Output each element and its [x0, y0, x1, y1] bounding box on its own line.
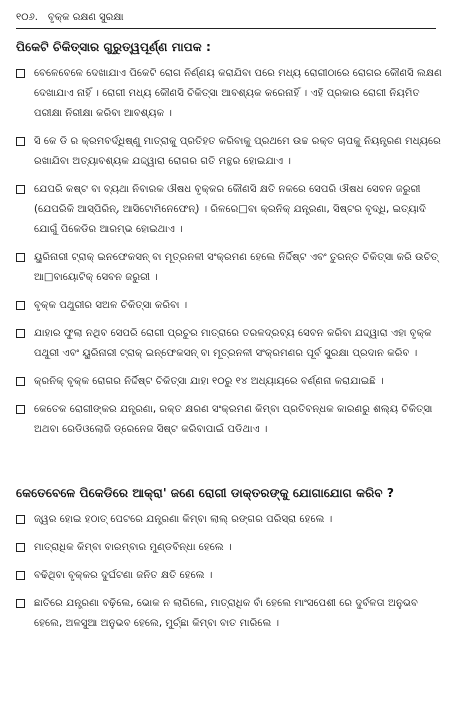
list-item — [16, 566, 442, 586]
list-item-text: ସି କେ ଡି ର କ୍ରମବର୍ଦ୍ଧିଷ୍ଣୁ ମାତ୍ରାକୁ ପ୍ରତିହତ କରିବାକୁ ପ୍ରଥମେ ଉଚ୍ଚ ରକ୍ତ ଚାପକୁ ନିୟନ୍ତ୍ରଣ ମଧ୍ୟରେ ରଖାଯିବା ଅତ୍ୟାବଶ୍ୟକ ଯଦ୍ଦ୍ୱାରା ରୋଗର ଗତି ମନ୍ଥର ହୋଇଯାଏ । — [34, 136, 441, 167]
list-item-text: କେତେକ ରୋଗୀଙ୍କର ଯନ୍ତ୍ରଣା, ରକ୍ତ କ୍ଷରଣ ସଂକ୍ରମଣ କିମ୍ବା ପ୍ରତିବନ୍ଧକ କାରଣରୁ ଶଲ୍ୟ ଚିକିତ୍ସା ଅଥବା ରେଡିଓଲୋଜି ଡ୍ରେନେଜ ସିଷ୍ଟ କରିବାପାଇଁ ପଡିଥାଏ । — [34, 404, 433, 435]
checkbox-square-icon — [16, 571, 25, 580]
list-item-text: ବେଳେବେଳେ ଦେଖାଯାଏ ପିକେଟି ରୋଗ ନିର୍ଣ୍ଣୟ କରାଯିବା ପରେ ମଧ୍ୟ ରୋଗୀଠାରେ ରୋଗର କୌଣସି ଲକ୍ଷଣ ଦେଖାଯାଏ ନାହିଁ । ରୋଗୀ ମଧ୍ୟ କୌଣସି ଚିକିତ୍ସା ଆବଶ୍ୟକ କରେନାହିଁ । ଏହି ପ୍ରକାର ରୋଗୀ ନିୟମିତ ପରୀକ୍ଷା ନିରୀକ୍ଷା କରିବା ଆବଶ୍ୟକ । — [34, 68, 442, 119]
list-item-text: କ୍ରନିକ୍ ବୃକ୍କ ରୋଗର ନିର୍ଦ୍ଦିଷ୍ଟ ଚିକିତ୍ସା ଯାହା ୧୦ରୁ ୧୪ ଅଧ୍ୟାୟରେ ବର୍ଣ୍ଣନା କରାଯାଇଛି । — [34, 376, 384, 387]
list-item — [16, 594, 442, 634]
contact-doctor-list — [16, 510, 442, 642]
checkbox-square-icon — [16, 185, 25, 194]
list-item — [16, 538, 442, 558]
list-item-text: ୟୁରିନାରୀ ଟ୍ରାକ୍ ଇନଫେକସନ୍ ବା ମୂତ୍ରନଳୀ ସଂକ୍ରମଣ ହେଲେ ନିର୍ଦ୍ଦିଷ୍ଟ ଏବଂ ତୁରନ୍ତ ଚିକିତ୍ସା କରି ଉଚିତ୍ ଆ□ବାୟୋଟିକ୍ ସେବନ ଜରୁରୀ । — [34, 252, 439, 283]
list-item — [16, 510, 442, 530]
checkbox-square-icon — [16, 405, 25, 414]
checkbox-square-icon — [16, 69, 25, 78]
treatment-measures-list — [16, 64, 442, 448]
checkbox-square-icon — [16, 377, 25, 386]
page-header — [16, 8, 436, 26]
checkbox-square-icon — [16, 515, 25, 524]
list-item — [16, 324, 442, 364]
list-item-text: ଯାହାର ଫୁଲା ନଥିବ ସେପରି ରୋଗୀ ପ୍ରଚୁର ମାତ୍ରାରେ ତରଳଦ୍ରବ୍ୟ ସେବନ କରିବା ଯଦ୍ଦ୍ୱାରା ଏହା ବୃକ୍କ ପଥୁରୀ ଏବଂ ୟୁରିନାରୀ ଟ୍ରାକ୍ ଇନ୍‌ଫେକସନ୍ ବା ମୂତ୍ରନଳୀ ସଂକ୍ରମଣର ପୂର୍ବ ସୁରକ୍ଷା ପ୍ରଦାନ କରିବ । — [34, 328, 432, 359]
checkbox-square-icon — [16, 301, 25, 310]
list-item — [16, 180, 442, 240]
list-item-text: ମାତ୍ରାଧିକ କିମ୍ବା ବାରମ୍ବାର ମୁଣ୍ଡବିନ୍ଧା ହେଲେ । — [34, 542, 232, 553]
checkbox-square-icon — [16, 599, 25, 608]
checkbox-square-icon — [16, 253, 25, 262]
section-heading-treatment-measures: ପିକେଟି ଚିକିତ୍ସାର ଗୁରୁତ୍ୱପୂର୍ଣ୍ଣ ମାପକ : — [16, 40, 211, 54]
checkbox-square-icon — [16, 543, 25, 552]
list-item-text: ଜ୍ୱର ହୋଇ ହଠାତ୍ ପେଟରେ ଯନ୍ତ୍ରଣା କିମ୍ବା ଲାଲ୍ ରଙ୍ଗର ପରିସ୍ରା ହେଲେ । — [34, 514, 333, 525]
section-heading-when-to-contact-doctor: କେତେବେଳେ ପିକେଡିରେ ଆକ୍ରା' ଜଣେ ରୋଗୀ ଡାକ୍ତରଙ୍କୁ ଯୋଗାଯୋଗ କରିବ ? — [16, 486, 394, 500]
running-title: ବୃକ୍କ ରକ୍ଷଣ ସୁରକ୍ଷା — [47, 11, 124, 23]
list-item — [16, 132, 442, 172]
checkbox-square-icon — [16, 329, 25, 338]
page-number: ୧୦୬. — [16, 11, 38, 23]
list-item — [16, 372, 442, 392]
list-item-text: ଛାତିରେ ଯନ୍ତ୍ରଣା ବଢ଼ିଲେ, ଭୋକ ନ ଲାଗିଲେ, ମାତ୍ରାଧିକ ବାଁ ହେଲେ ମାଂସପେଶୀ ରେ ଦୁର୍ବଳତା ଅନୁଭବ ହେଲେ, ଅଳସୁଆ ଅନୁଭବ ହେଲେ, ମୁର୍ଚ୍ଛା କିମ୍ବା ବାତ ମାରିଲେ । — [34, 598, 418, 629]
list-item — [16, 296, 442, 316]
list-item — [16, 400, 442, 440]
list-item-text: ବୃକ୍କ ପଥୁରୀର ସଅଳ ଚିକିତ୍ସା କରିବା । — [34, 300, 188, 311]
checkbox-square-icon — [16, 137, 25, 146]
header-rule — [16, 28, 436, 29]
list-item — [16, 248, 442, 288]
list-item-text: ବଢିଥିବା ବୃକ୍କର ଦୁର୍ଘଟଣା ଜନିତ କ୍ଷତି ହେଲେ । — [34, 570, 213, 581]
list-item-text: ଯେପରି କଷ୍ଟ ବା ବ୍ୟଥା ନିବାରକ ଔଷଧ ବୃକ୍କର କୌଣସି କ୍ଷତି ନକରେ ସେପରି ଔଷଧ ସେବନ ଜରୁରୀ (ଯେପରିକି ଆସ୍ପିରିନ୍, ଆସିଟୋମିନେଫେନ୍) । ରିଳରେ□ବା କ୍ରନିକ୍ ଯନ୍ତ୍ରଣା, ସିଷ୍ଟର ବୃଦ୍ଧି, ଇତ୍ୟାଦି ଯୋଗୁଁ ପିକେଡିର ଆରମ୍ଭ ହୋଇଥାଏ । — [34, 184, 426, 235]
list-item — [16, 64, 442, 124]
